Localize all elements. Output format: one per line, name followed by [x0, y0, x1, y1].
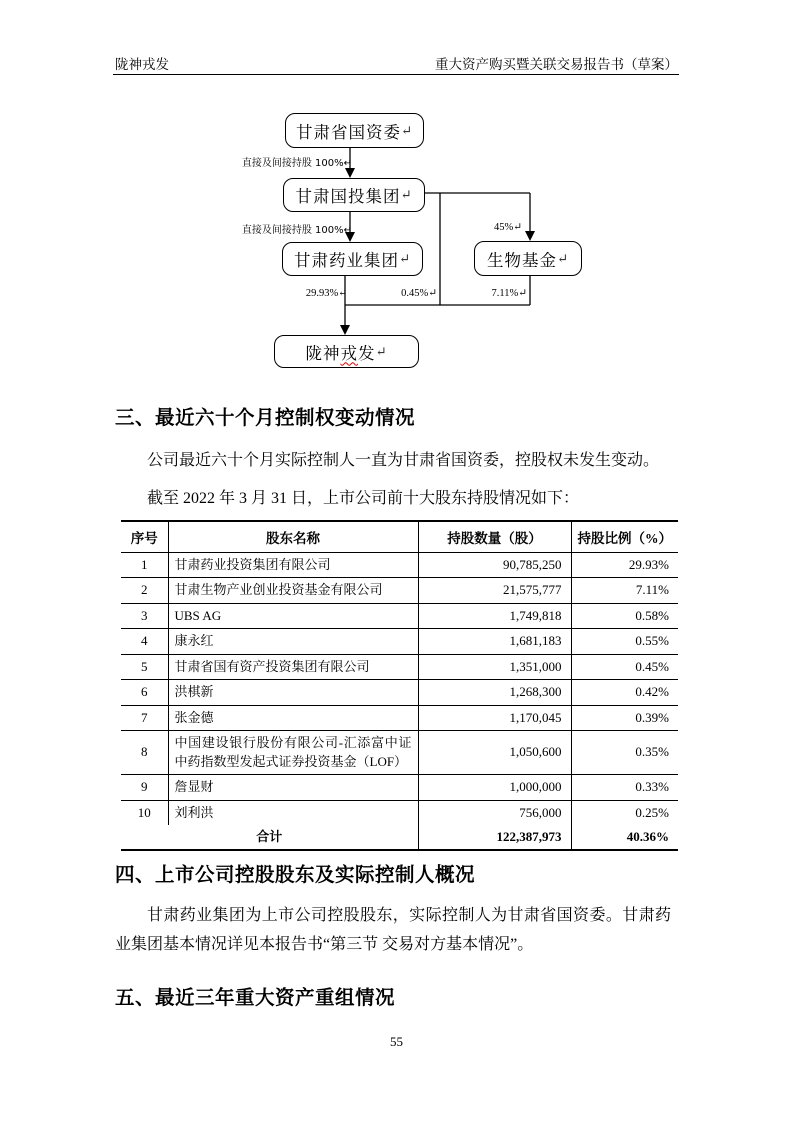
cell-shares: 21,575,777 — [418, 578, 571, 603]
cell-shares: 756,000 — [418, 800, 571, 825]
col-header-shareholder-name: 股东名称 — [168, 521, 418, 553]
cell-shareholder-name: 刘利洪 — [168, 800, 418, 825]
ownership-structure-diagram — [0, 0, 793, 380]
cell-ratio: 0.33% — [571, 775, 678, 800]
cell-shares: 1,749,818 — [418, 603, 571, 628]
cell-index: 5 — [121, 654, 168, 679]
return-mark: ↵ — [375, 343, 388, 359]
cell-shares: 90,785,250 — [418, 553, 571, 578]
cell-ratio: 0.25% — [635, 804, 669, 820]
cell-index: 8 — [121, 731, 168, 775]
page-number: 55 — [390, 1034, 403, 1049]
edge-label-2993pct: 29.93%↵ — [305, 288, 347, 299]
table-row — [121, 680, 678, 705]
cell-ratio: 29.93% — [571, 553, 678, 578]
table-row — [121, 775, 678, 800]
cell-shareholder-name: 中国建设银行股份有限公司-汇添富中证中药指数型发起式证券投资基金（LOF） — [168, 731, 418, 775]
diagram-box-longshen — [274, 335, 419, 368]
box-label-part: 发 — [357, 343, 376, 363]
cell-shareholder-name: 甘肃药业投资集团有限公司 — [168, 553, 418, 578]
return-mark: ↵ — [400, 187, 413, 202]
diagram-box-gansu-pharma — [282, 242, 423, 276]
table-row — [121, 629, 678, 654]
cell-index: 3 — [121, 603, 168, 628]
section-5-heading: 五、最近三年重大资产重组情况 — [115, 986, 396, 1009]
total-ratio-cell: 40.36% — [626, 828, 669, 844]
col-header-index: 序号 — [121, 521, 168, 553]
diagram-box-gansu-sasac — [285, 113, 424, 148]
cell-shares: 1,351,000 — [418, 654, 571, 679]
diagram-box-gansu-guotou — [283, 178, 425, 212]
table-row — [121, 731, 678, 775]
section-3-heading: 三、最近六十个月控制权变动情况 — [115, 406, 416, 429]
cell-index: 7 — [121, 705, 168, 730]
box-label: 甘肃省国资委 — [295, 122, 401, 142]
shareholder-table-body — [121, 553, 678, 825]
cell-ratio: 7.11% — [571, 578, 678, 603]
cell-shareholder-name: 洪棋新 — [168, 680, 418, 705]
cell-index: 10 — [121, 800, 168, 825]
cell-index: 4 — [121, 629, 168, 654]
return-mark: ↵ — [400, 122, 414, 138]
cell-ratio: 0.42% — [571, 680, 678, 705]
cell-index: 1 — [121, 553, 168, 578]
table-row — [121, 578, 678, 603]
cell-shareholder-name: 甘肃生物产业创业投资基金有限公司 — [168, 578, 418, 603]
cell-shareholder-name: UBS AG — [168, 603, 418, 628]
table-header-row — [121, 521, 678, 553]
cell-shares: 1,268,300 — [418, 680, 571, 705]
col-header-shares-held: 持股数量（股） — [418, 521, 571, 553]
edge-label-711pct: 7.11%↵ — [491, 288, 527, 299]
return-mark: ↵ — [556, 250, 570, 266]
box-label: 甘肃国投集团 — [295, 187, 401, 206]
cell-shares: 1,681,183 — [418, 629, 571, 654]
cell-shareholder-name: 康永红 — [168, 629, 418, 654]
top-shareholders-table — [121, 520, 678, 851]
section-3-paragraph-2: 截至 2022 年 3 月 31 日，上市公司前十大股东持股情况如下： — [147, 490, 580, 507]
cell-ratio: 0.39% — [571, 705, 678, 730]
box-label: 生物基金 — [486, 250, 557, 270]
return-mark: ↵ — [398, 251, 412, 266]
header-report-title: 重大资产购买暨关联交易报告书（草案） — [435, 57, 678, 72]
section-4-heading: 四、上市公司控股股东及实际控制人概况 — [115, 863, 476, 886]
cell-shares: 1,170,045 — [418, 705, 571, 730]
table-row — [121, 603, 678, 628]
cell-shares: 1,050,600 — [418, 731, 571, 775]
total-shares-cell: 122,387,973 — [418, 825, 571, 850]
cell-ratio: 0.58% — [571, 603, 678, 628]
cell-ratio: 0.35% — [571, 731, 678, 775]
box-label-part: 陇神 — [305, 343, 341, 363]
edge-label-hold100-1: 直接及间接持股 100%↵ — [241, 158, 352, 169]
cell-shareholder-name: 张金德 — [168, 705, 418, 730]
table-row — [121, 553, 678, 578]
edge-label-hold100-2: 直接及间接持股 100%↵ — [241, 225, 352, 236]
cell-shareholder-name: 甘肃省国有资产投资集团有限公司 — [168, 654, 418, 679]
cell-ratio: 0.55% — [571, 629, 678, 654]
table-row — [121, 654, 678, 679]
cell-shareholder-name: 詹显财 — [168, 775, 418, 800]
table-total-row — [121, 825, 678, 850]
diagram-box-bio-fund — [474, 241, 582, 276]
edge-label-045pct: 0.45%↵ — [401, 288, 437, 299]
cell-ratio: 0.45% — [571, 654, 678, 679]
table-row — [121, 705, 678, 730]
section-4-paragraph: 甘肃药业集团为上市公司控股股东，实际控制人为甘肃省国资委。甘肃药业集团基本情况详见本报告书“第三节 交易对方基本情况”。 — [115, 907, 671, 953]
cell-shares: 1,000,000 — [418, 775, 571, 800]
header-company-short-name: 陇神戎发 — [115, 57, 169, 72]
box-label: 甘肃药业集团 — [293, 251, 399, 270]
edge-label-45pct: 45%↵ — [493, 222, 522, 233]
table-row — [121, 800, 678, 825]
cell-index: 6 — [121, 680, 168, 705]
total-label-cell: 合计 — [121, 825, 418, 850]
cell-index: 9 — [121, 775, 168, 800]
col-header-share-ratio: 持股比例（%） — [571, 521, 678, 553]
cell-index: 2 — [121, 578, 168, 603]
box-label-misspelled-char: 戎 — [340, 343, 358, 363]
section-3-paragraph-1: 公司最近六十个月实际控制人一直为甘肃省国资委，控股权未发生变动。 — [147, 452, 660, 469]
